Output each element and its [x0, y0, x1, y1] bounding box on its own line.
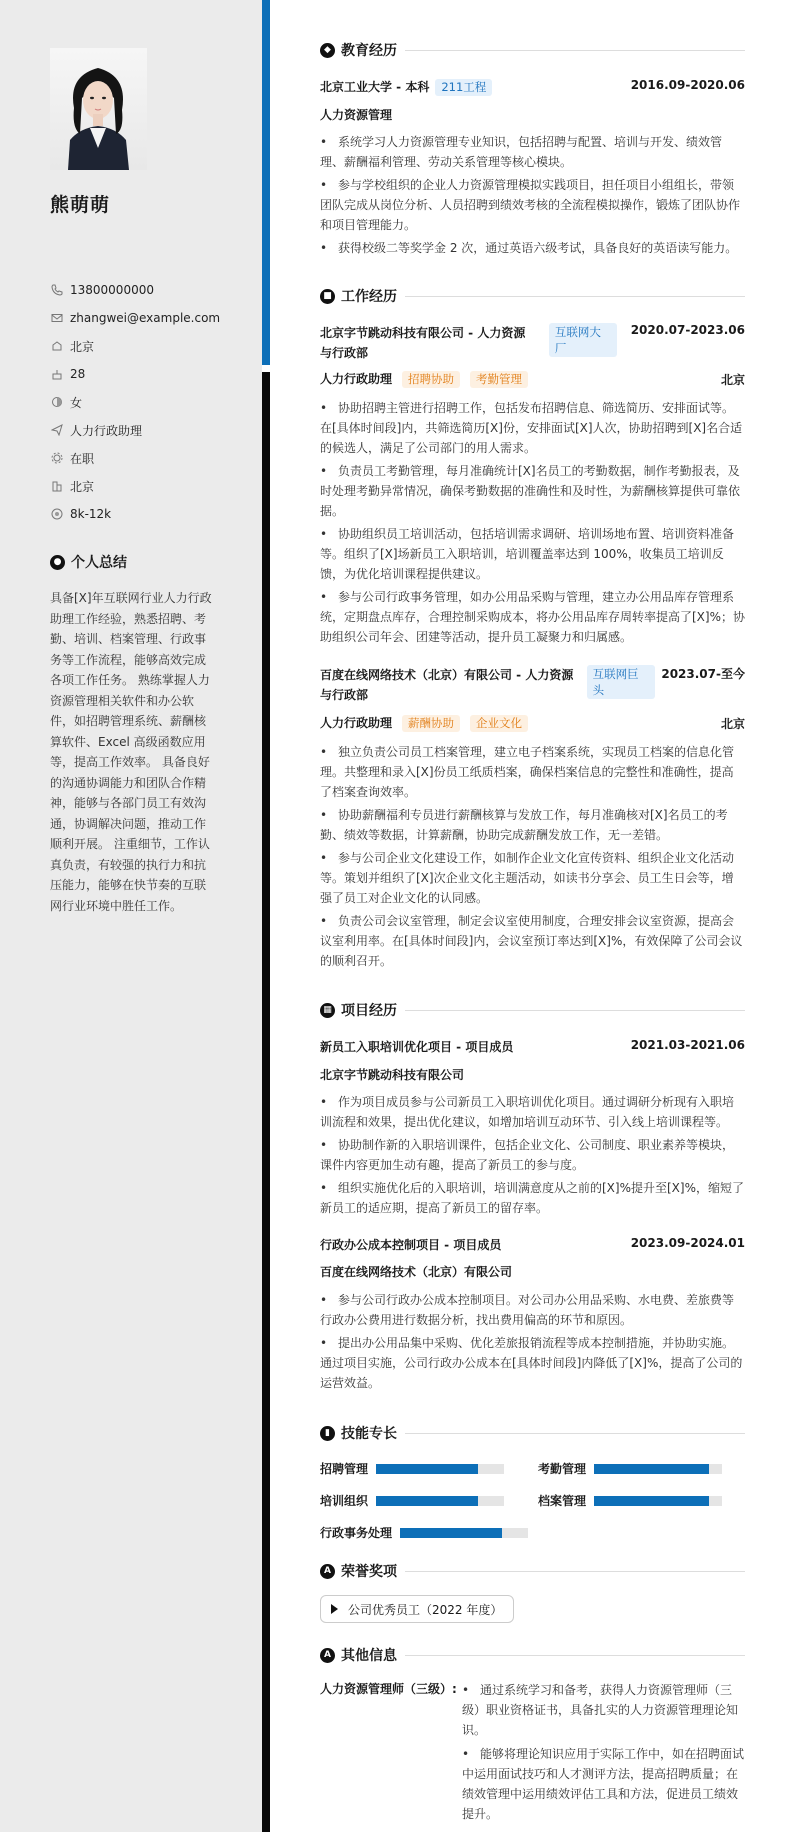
divider — [405, 296, 745, 297]
divider — [405, 1010, 745, 1011]
city-row — [50, 476, 94, 496]
status-icon — [50, 451, 64, 465]
project-company: 百度在线网络技术（北京）有限公司 — [320, 1265, 513, 1279]
education-title: 教育经历 — [341, 43, 397, 59]
project-name: 行政办公成本控制项目 - 项目成员 — [320, 1238, 502, 1252]
company-name: 北京字节跳动科技有限公司 - 人力资源与行政部 — [320, 326, 526, 360]
award-heading — [320, 1561, 745, 1581]
skill-name: 档案管理 — [538, 1494, 587, 1508]
school-name: 北京工业大学 - 本科 — [320, 80, 430, 94]
list-item: • 获得校级二等奖学金 2 次，通过英语六级考试，具备良好的英语读写能力。 — [320, 238, 745, 258]
award-text: 公司优秀员工（2022 年度） — [348, 1602, 503, 1617]
age-row — [50, 364, 85, 384]
location-row — [50, 336, 94, 356]
role-row — [320, 714, 745, 732]
summary-title: 个人总结 — [71, 555, 127, 571]
gender-icon — [50, 395, 64, 409]
major: 人力资源管理 — [320, 108, 393, 122]
divider — [405, 50, 745, 51]
skill-bar — [376, 1496, 504, 1506]
list-item: • 参与公司企业文化建设工作，如制作企业文化宣传资料、组织企业文化活动等。策划并组织了[X]次企业文化主题活动，如读书分享会、员工生日会等，增强了员工对企业文化的认同感。 — [320, 848, 745, 908]
summary-heading — [50, 552, 127, 572]
list-item: • 协助制作新的入职培训课件，包括企业文化、公司制度、职业素养等模块，课件内容更加生动有趣，提高了新员工的参与度。 — [320, 1135, 745, 1175]
other-heading — [320, 1645, 745, 1665]
email-text: zhangwei@example.com — [70, 311, 221, 325]
project-row — [320, 1038, 745, 1055]
list-item: • 作为项目成员参与公司新员工入职培训优化项目。通过调研分析现有入职培训流程和效果，提出优化建议，如增加培训互动环节、引入线上培训课程等。 — [320, 1092, 745, 1132]
list-item: • 负责员工考勤管理，每月准确统计[X]名员工的考勤数据，制作考勤报表，及时处理考勤异常情况，确保考勤数据的准确性和及时性，为薪酬核算提供可靠依据。 — [320, 461, 745, 521]
other-title: 其他信息 — [341, 1648, 397, 1664]
job-period: 2023.07-至今 — [661, 667, 745, 681]
status-text: 在职 — [70, 451, 95, 466]
company-tag: 互联网巨头 — [587, 665, 655, 699]
avatar — [50, 48, 147, 170]
age-icon — [50, 367, 64, 381]
project-list — [320, 1290, 745, 1396]
education-period: 2016.09-2020.06 — [630, 78, 745, 92]
school-tag: 211工程 — [435, 79, 492, 96]
location-icon — [50, 339, 64, 353]
company-tag: 互联网大厂 — [549, 323, 617, 357]
list-item: • 协助薪酬福利专员进行薪酬核算与发放工作，每月准确核对[X]名员工的考勤、绩效等数据，计算薪酬，协助完成薪酬发放工作，无一差错。 — [320, 805, 745, 845]
list-item: • 参与学校组织的企业人力资源管理模拟实践项目，担任项目小组组长，带领团队完成从岗位分析、人员招聘到绩效考核的全流程模拟操作，锻炼了团队协作和项目管理能力。 — [320, 175, 745, 235]
list-item: • 能够将理论知识应用于实际工作中，如在招聘面试中运用面试技巧和人才测评方法，提高招聘质量；在绩效管理中运用绩效评估工具和方法，促进员工绩效提升。 — [462, 1744, 745, 1824]
education-list — [320, 132, 745, 261]
role-name: 人力行政助理 — [320, 372, 393, 386]
job-list — [320, 398, 745, 650]
work-heading — [320, 286, 745, 306]
position-text: 人力行政助理 — [70, 423, 143, 438]
divider — [405, 1655, 745, 1656]
phone-text: 13800000000 — [70, 283, 154, 297]
candidate-name: 熊萌萌 — [50, 194, 111, 216]
list-item: • 独立负责公司员工档案管理，建立电子档案系统，实现员工档案的信息化管理。共整理和录入[X]份员工纸质档案，确保档案信息的完整性和准确性，提高了档案查询效率。 — [320, 742, 745, 802]
salary-row — [50, 504, 111, 524]
salary-text: 8k-12k — [70, 507, 112, 521]
salary-icon — [50, 507, 64, 521]
status-row — [50, 448, 94, 468]
mail-icon — [50, 311, 64, 325]
list-item: • 通过系统学习和备考，获得人力资源管理师（三级）职业资格证书，具备扎实的人力资源管理理论知识。 — [462, 1680, 745, 1740]
job-row — [320, 665, 745, 705]
skills-icon: ▮ — [320, 1426, 335, 1441]
cert-list — [462, 1680, 745, 1828]
skill-item — [538, 1460, 722, 1477]
work-title: 工作经历 — [341, 289, 397, 305]
job-list — [320, 742, 745, 974]
list-item: • 协助组织员工培训活动，包括培训需求调研、培训场地布置、培训资料准备等。组织了[X]场新员工入职培训，培训覆盖率达到 100%，收集员工培训反馈，为优化培训课程提供建议。 — [320, 524, 745, 584]
skill-name: 培训组织 — [320, 1494, 369, 1508]
role-tag: 企业文化 — [470, 715, 528, 732]
job-period: 2020.07-2023.06 — [630, 323, 745, 337]
role-name: 人力行政助理 — [320, 716, 393, 730]
skill-bar — [376, 1464, 504, 1474]
company-name: 百度在线网络技术（北京）有限公司 - 人力资源与行政部 — [320, 668, 574, 702]
city-icon — [50, 479, 64, 493]
phone-icon — [50, 283, 64, 297]
cert-label: 人力资源管理师（三级）: — [320, 1682, 457, 1696]
gender-text: 女 — [70, 395, 83, 410]
list-item: • 负责公司会议室管理，制定会议室使用制度，合理安排会议室资源，提高会议室利用率。在[具体时间段]内，会议室预订率达到[X]%，有效保障了公司会议的顺利召开。 — [320, 911, 745, 971]
education-icon: ◆ — [320, 43, 335, 58]
list-item: • 提出办公用品集中采购、优化差旅报销流程等成本控制措施，并协助实施。通过项目实施，公司行政办公成本在[具体时间段]内降低了[X]%，提高了公司的运营效益。 — [320, 1333, 745, 1393]
skill-name: 行政事务处理 — [320, 1526, 393, 1540]
project-row — [320, 1236, 745, 1253]
skill-bar — [400, 1528, 528, 1538]
award-icon: A — [320, 1564, 335, 1579]
work-icon: ■ — [320, 289, 335, 304]
skill-fill — [400, 1528, 502, 1538]
skill-name: 考勤管理 — [538, 1462, 587, 1476]
divider — [405, 1433, 745, 1434]
list-item: • 组织实施优化后的入职培训，培训满意度从之前的[X]%提升至[X]%，缩短了新员工的适应期，提高了新员工的留存率。 — [320, 1178, 745, 1218]
dark-bar — [262, 372, 270, 1832]
sidebar — [0, 0, 262, 1832]
list-item: • 协助招聘主管进行招聘工作，包括发布招聘信息、筛选简历、安排面试等。在[具体时间段]内，共筛选简历[X]份，安排面试[X]人次，协助招聘到[X]名合适的候选人，满足了公司部门的用人需求。 — [320, 398, 745, 458]
summary-text: 具备[X]年互联网行业人力行政助理工作经验，熟悉招聘、考勤、培训、档案管理、行政事务等工作流程，能够高效完成各项工作任务。 熟练掌握人力资源管理相关软件和办公软件，如招聘管理系统、薪酬核算软件、Excel 高级函数应用等，提高工作效率。 具备良好的沟通协调能力和团队合作精神，能够与各部门员工有效沟通，协调解决问题，推动工作顺利开展。 注重细节，工作认真负责，有较强的执行力和抗压能力，能够在快节奏的互联网行业环境中胜任工作。 — [50, 591, 212, 913]
skill-fill — [376, 1496, 478, 1506]
project-name: 新员工入职培训优化项目 - 项目成员 — [320, 1040, 514, 1054]
role-tag: 招聘协助 — [402, 371, 460, 388]
project-list — [320, 1092, 745, 1221]
skills-heading — [320, 1423, 745, 1443]
phone-row — [50, 280, 154, 300]
skill-item — [320, 1524, 528, 1541]
project-title: 项目经历 — [341, 1003, 397, 1019]
skill-bar — [594, 1496, 722, 1506]
role-tag: 薪酬协助 — [402, 715, 460, 732]
skill-item — [320, 1492, 504, 1509]
project-period: 2021.03-2021.06 — [630, 1038, 745, 1052]
project-period: 2023.09-2024.01 — [630, 1236, 745, 1250]
skill-name: 招聘管理 — [320, 1462, 369, 1476]
job-location: 北京 — [720, 716, 745, 731]
skill-fill — [376, 1464, 478, 1474]
education-row — [320, 78, 745, 96]
project-company: 北京字节跳动科技有限公司 — [320, 1068, 465, 1082]
location-text: 北京 — [70, 339, 95, 354]
gender-row — [50, 392, 82, 412]
skill-bar — [594, 1464, 722, 1474]
job-row — [320, 323, 745, 363]
divider — [405, 1571, 745, 1572]
skill-fill — [594, 1464, 709, 1474]
job-location: 北京 — [720, 372, 745, 387]
list-item: • 参与公司行政事务管理，如办公用品采购与管理，建立办公用品库存管理系统，定期盘点库存，合理控制采购成本，将办公用品库存周转率提高了[X]%；协助组织公司年会、团建等活动，提升员工凝聚力和归属感。 — [320, 587, 745, 647]
skill-item — [538, 1492, 722, 1509]
skill-item — [320, 1460, 504, 1477]
city-text: 北京 — [70, 479, 95, 494]
accent-bar — [262, 0, 270, 365]
project-heading — [320, 1000, 745, 1020]
user-icon: ● — [50, 555, 65, 570]
role-row — [320, 370, 745, 388]
role-tag: 考勤管理 — [470, 371, 528, 388]
position-row — [50, 420, 142, 440]
info-icon: A — [320, 1648, 335, 1663]
project-icon: ▦ — [320, 1003, 335, 1018]
skill-fill — [594, 1496, 709, 1506]
list-item: • 参与公司行政办公成本控制项目。对公司办公用品采购、水电费、差旅费等行政办公费用进行数据分析，找出费用偏高的环节和原因。 — [320, 1290, 745, 1330]
award-item[interactable] — [320, 1595, 514, 1623]
age-text: 28 — [70, 367, 86, 381]
education-heading — [320, 40, 745, 60]
award-title: 荣誉奖项 — [341, 1564, 397, 1580]
expand-icon — [331, 1604, 338, 1614]
email-row — [50, 308, 220, 328]
position-icon — [50, 423, 64, 437]
list-item: • 系统学习人力资源管理专业知识，包括招聘与配置、培训与开发、绩效管理、薪酬福利管理、劳动关系管理等核心模块。 — [320, 132, 745, 172]
skills-title: 技能专长 — [341, 1426, 397, 1442]
